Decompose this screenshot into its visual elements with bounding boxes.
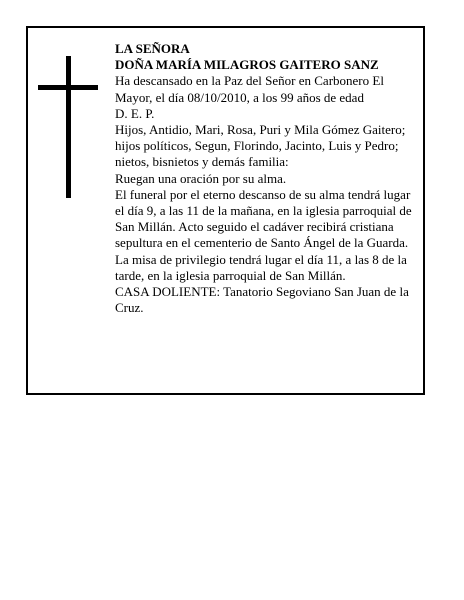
family-list: Hijos, Antidio, Mari, Rosa, Puri y Mila Gómez Gaitero; hijos políticos, Segun, Florindo, Jacinto, Luis y Pedro; nietos, bisnietos y demás familia: [115,122,406,170]
death-statement: Ha descansado en la Paz del Señor en Carbonero El Mayor, el día 08/10/2010, a los 99 años de edad [115,73,384,105]
rip-line: D. E. P. [115,105,155,121]
deceased-name: DOÑA MARÍA MILAGROS GAITERO SANZ [115,57,379,73]
cross-vertical-bar [66,56,71,198]
prayer-request: Ruegan una oración por su alma. [115,170,287,186]
funeral-details: El funeral por el eterno descanso de su alma tendrá lugar el día 9, a las 11 de la mañana, en la iglesia parroquial de San Millán. Acto seguido el cadáver recibirá cristiana sepultura en el cementerio de Santo Ángel de la Guarda. La misa de privilegio tendrá lugar el día 11, a las 8 de la tarde, en la iglesia parroquial de San Millán. [115,186,412,283]
mourning-house: CASA DOLIENTE: Tanatorio Segoviano San Juan de la Cruz. [115,284,409,316]
cross-horizontal-bar [38,85,98,90]
obituary-text [115,41,415,316]
cross-icon [38,56,98,198]
notice-heading: LA SEÑORA [115,41,190,56]
obituary-card [26,26,425,395]
